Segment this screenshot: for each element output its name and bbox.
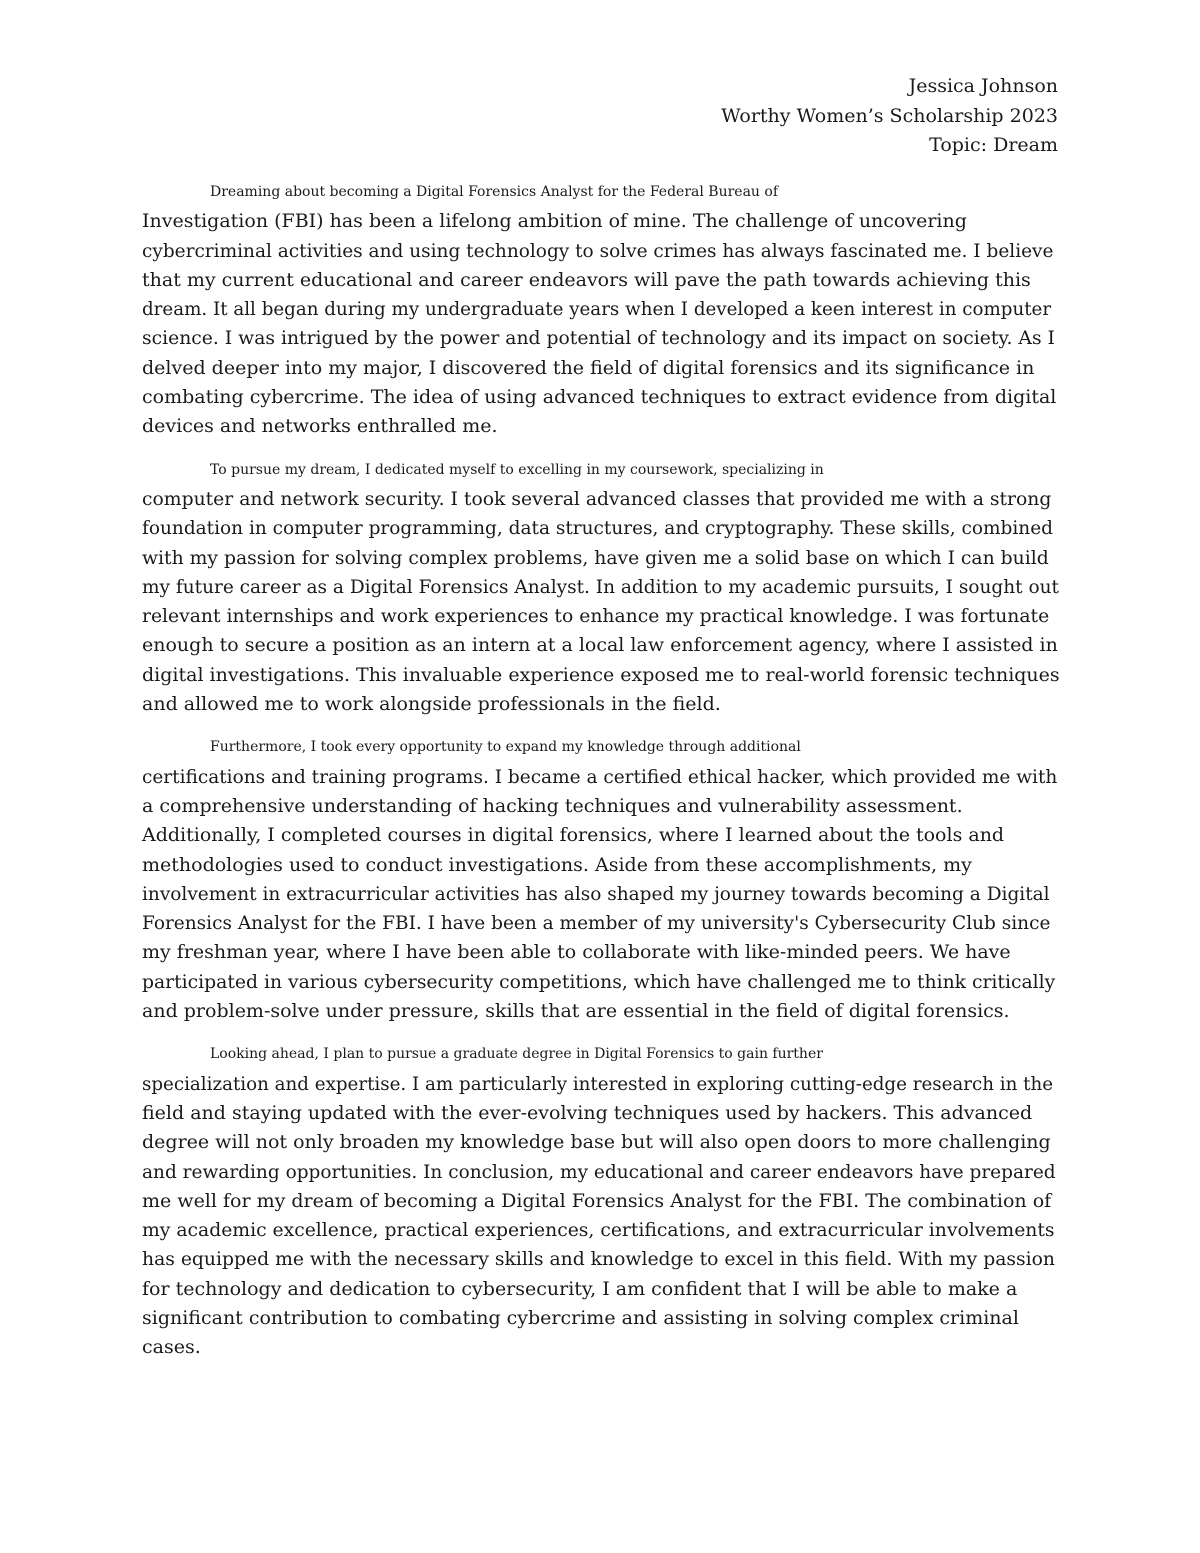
paragraph-line: computer and network security. I took several advanced classes that provided me with a strong [142,488,1052,510]
paragraph-line: enough to secure a position as an intern at a local law enforcement agency, where I assisted in [142,634,1058,657]
paragraph-line: foundation in computer programming, data structures, and cryptography. These skills, combined [142,518,1054,540]
paragraph-line: involvement in extracurricular activities has also shaped my journey towards becoming a Digital [142,883,1050,905]
scholarship-name: Worthy Women’s Scholarship 2023 [721,104,1058,127]
paragraph-line: a comprehensive understanding of hacking techniques and vulnerability assessment. [142,794,963,817]
paragraph-line: Looking ahead, I plan to pursue a graduate degree in Digital Forensics to gain further [210,1046,823,1063]
paragraph-line: participated in various cybersecurity competitions, which have challenged me to think critically [142,971,1056,993]
paragraph-4 [142,1040,1058,1362]
paragraph-line: my freshman year, where I have been able to collaborate with like-minded peers. We have [142,941,1011,964]
paragraph-line: relevant internships and work experiences to enhance my practical knowledge. I was fortunate [142,606,1050,628]
paragraph-line: me well for my dream of becoming a Digital Forensics Analyst for the FBI. The combination of [142,1189,1052,1212]
paragraph-line: science. I was intrigued by the power and potential of technology and its impact on society. As I [142,328,1055,350]
paragraph-line: my academic excellence, practical experiences, certifications, and extracurricular involvements [142,1220,1055,1242]
paragraph-line: Additionally, I completed courses in digital forensics, where I learned about the tools and [142,824,1005,847]
paragraph-line: Dreaming about becoming a Digital Forensics Analyst for the Federal Bureau of [210,184,779,200]
paragraph-line: devices and networks enthralled me. [142,415,498,438]
essay-body [142,178,1058,1377]
paragraph-line: and allowed me to work alongside professionals in the field. [142,693,721,716]
paragraph-2 [142,456,1058,720]
author-name: Jessica Johnson [908,75,1058,97]
paragraph-line: delved deeper into my major, I discovered the field of digital forensics and its significance in [142,356,1035,379]
paragraph-line: Furthermore, I took every opportunity to expand my knowledge through additional [210,739,801,756]
paragraph-line: digital investigations. This invaluable experience exposed me to real-world forensic techniques [142,663,1060,686]
paragraph-line: Forensics Analyst for the FBI. I have been a member of my university's Cybersecurity Club since [142,913,1051,935]
paragraph-line: combating cybercrime. The idea of using advanced techniques to extract evidence from digital [142,386,1057,409]
paragraph-line: specialization and expertise. I am particularly interested in exploring cutting-edge research in the [142,1073,1054,1095]
paragraph-line: that my current educational and career endeavors will pave the path towards achieving this [142,268,1031,291]
paragraph-1 [142,178,1058,442]
paragraph-line: my future career as a Digital Forensics Analyst. In addition to my academic pursuits, I sought out [142,576,1059,598]
paragraph-line: field and staying updated with the ever-evolving techniques used by hackers. This advanced [142,1101,1033,1124]
essay-topic: Topic: Dream [929,134,1058,156]
paragraph-line: significant contribution to combating cybercrime and assisting in solving complex criminal [142,1306,1019,1329]
paragraph-line: and problem-solve under pressure, skills that are essential in the field of digital forensics. [142,1000,1010,1023]
paragraph-line: certifications and training programs. I became a certified ethical hacker, which provided me with [142,766,1058,788]
paragraph-line: for technology and dedication to cybersecurity, I am confident that I will be able to make a [142,1277,1018,1300]
header-block [721,72,1058,161]
paragraph-3 [142,733,1058,1026]
paragraph-line: cases. [142,1336,201,1359]
paragraph-line: has equipped me with the necessary skills and knowledge to excel in this field. With my passion [142,1249,1055,1271]
paragraph-line: To pursue my dream, I dedicated myself to excelling in my coursework, specializing in [210,461,824,478]
paragraph-line: Investigation (FBI) has been a lifelong ambition of mine. The challenge of uncovering [142,210,967,233]
paragraph-line: dream. It all began during my undergraduate years when I developed a keen interest in computer [142,299,1052,321]
paragraph-line: and rewarding opportunities. In conclusion, my educational and career endeavors have prepared [142,1161,1056,1183]
paragraph-line: with my passion for solving complex problems, have given me a solid base on which I can build [142,547,1049,569]
paragraph-line: cybercriminal activities and using technology to solve crimes has always fascinated me. I believe [142,240,1054,262]
paragraph-line: methodologies used to conduct investigations. Aside from these accomplishments, my [142,853,972,876]
paragraph-line: degree will not only broaden my knowledge base but will also open doors to more challenging [142,1131,1051,1154]
